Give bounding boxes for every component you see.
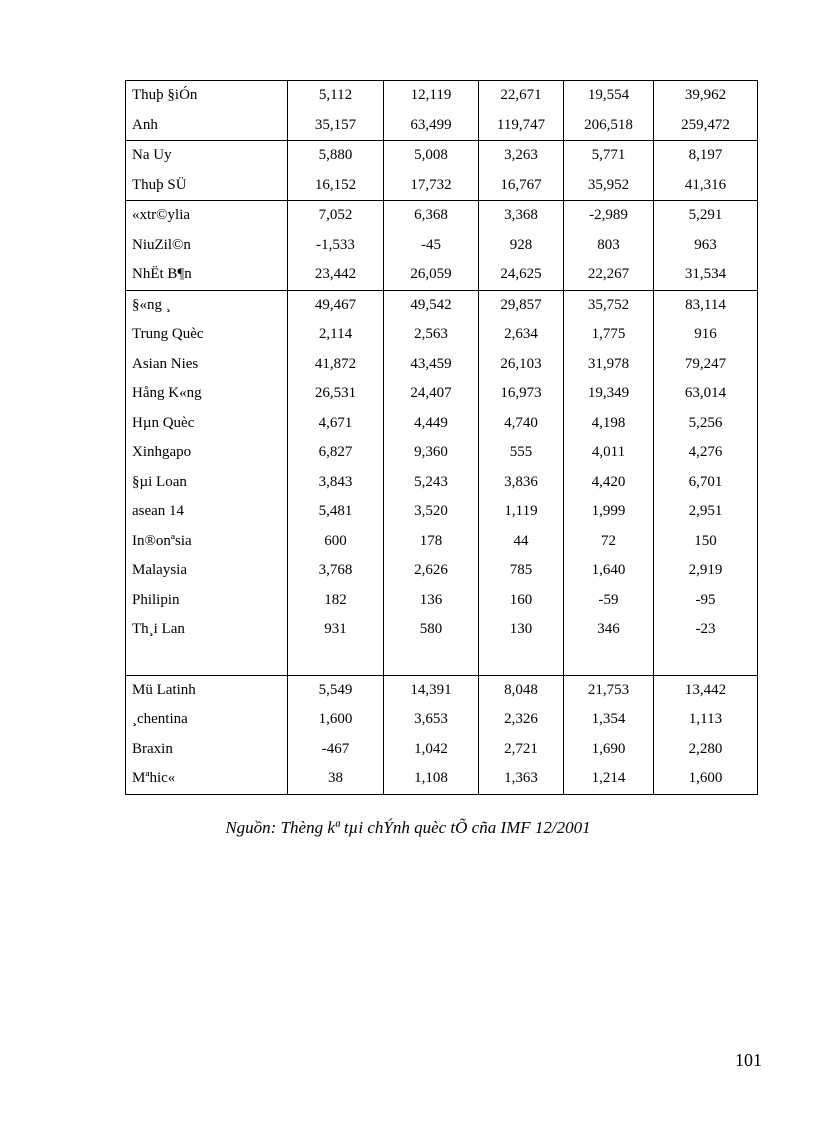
table-cell: 19,554	[564, 81, 654, 111]
table-cell: 26,103	[479, 350, 564, 380]
table-cell: -95	[654, 586, 758, 616]
row-label: ¸chentina	[126, 705, 288, 735]
empty-cell	[288, 645, 384, 676]
table-cell: 5,549	[288, 675, 384, 705]
table-cell: 1,363	[479, 764, 564, 794]
table-cell: 39,962	[654, 81, 758, 111]
table-row	[126, 615, 758, 645]
table-row	[126, 705, 758, 735]
table-cell: 6,827	[288, 438, 384, 468]
table-cell: 931	[288, 615, 384, 645]
table-cell: 41,316	[654, 171, 758, 201]
table-row	[126, 764, 758, 794]
row-label: Philipin	[126, 586, 288, 616]
table-row	[126, 468, 758, 498]
table-cell: 22,671	[479, 81, 564, 111]
table-cell: 160	[479, 586, 564, 616]
table-cell: 13,442	[654, 675, 758, 705]
table-cell: 9,360	[384, 438, 479, 468]
table-cell: 16,767	[479, 171, 564, 201]
table-row	[126, 231, 758, 261]
table-row	[126, 201, 758, 231]
empty-cell	[479, 645, 564, 676]
table-cell: 963	[654, 231, 758, 261]
table-cell: 3,768	[288, 556, 384, 586]
table-cell: 555	[479, 438, 564, 468]
table-cell: 600	[288, 527, 384, 557]
table-cell: 26,531	[288, 379, 384, 409]
table-row	[126, 438, 758, 468]
empty-cell	[384, 645, 479, 676]
table-cell: 12,119	[384, 81, 479, 111]
table-cell: 29,857	[479, 290, 564, 320]
row-label: NhËt B¶n	[126, 260, 288, 290]
table-cell: 2,563	[384, 320, 479, 350]
row-label: Thuþ SÜ	[126, 171, 288, 201]
table-cell: -59	[564, 586, 654, 616]
table-cell: 1,354	[564, 705, 654, 735]
table-row	[126, 141, 758, 171]
table-cell: 35,157	[288, 111, 384, 141]
row-label: «xtr©ylia	[126, 201, 288, 231]
table-row	[126, 290, 758, 320]
table-cell: 8,197	[654, 141, 758, 171]
table-row	[126, 320, 758, 350]
row-label: Th¸i Lan	[126, 615, 288, 645]
table-row	[126, 260, 758, 290]
row-label: Hång K«ng	[126, 379, 288, 409]
table-cell: 785	[479, 556, 564, 586]
table-cell: 5,243	[384, 468, 479, 498]
table-cell: 206,518	[564, 111, 654, 141]
table-cell: 182	[288, 586, 384, 616]
row-label: asean 14	[126, 497, 288, 527]
table-row	[126, 81, 758, 111]
empty-cell	[564, 645, 654, 676]
table-row	[126, 171, 758, 201]
table-cell: 3,836	[479, 468, 564, 498]
empty-cell	[654, 645, 758, 676]
table-cell: 35,752	[564, 290, 654, 320]
row-label: Anh	[126, 111, 288, 141]
table-cell: 3,843	[288, 468, 384, 498]
table-cell: 7,052	[288, 201, 384, 231]
table-cell: 346	[564, 615, 654, 645]
table-cell: 4,420	[564, 468, 654, 498]
table-cell: 6,368	[384, 201, 479, 231]
table-cell: 2,114	[288, 320, 384, 350]
table-cell: 803	[564, 231, 654, 261]
table-cell: 5,008	[384, 141, 479, 171]
table-row	[126, 111, 758, 141]
table-cell: 16,973	[479, 379, 564, 409]
table-cell: 72	[564, 527, 654, 557]
table-cell: 16,152	[288, 171, 384, 201]
table-cell: 2,721	[479, 735, 564, 765]
table-row	[126, 409, 758, 439]
table-cell: 1,042	[384, 735, 479, 765]
table-cell: 130	[479, 615, 564, 645]
table-cell: 44	[479, 527, 564, 557]
table-row	[126, 379, 758, 409]
table-cell: 5,256	[654, 409, 758, 439]
table-cell: 31,534	[654, 260, 758, 290]
table-cell: 4,740	[479, 409, 564, 439]
row-label: Hµn Quèc	[126, 409, 288, 439]
table-cell: 26,059	[384, 260, 479, 290]
table-cell: 2,951	[654, 497, 758, 527]
table-cell: 22,267	[564, 260, 654, 290]
table-cell: 1,119	[479, 497, 564, 527]
row-label: §«ng ¸	[126, 290, 288, 320]
row-label: Mªhic«	[126, 764, 288, 794]
table-cell: 916	[654, 320, 758, 350]
table-cell: 178	[384, 527, 479, 557]
row-label: NiuZil©n	[126, 231, 288, 261]
table-cell: 1,600	[288, 705, 384, 735]
table-cell: -1,533	[288, 231, 384, 261]
table-cell: 5,771	[564, 141, 654, 171]
table-cell: 2,280	[654, 735, 758, 765]
row-label: Asian Nies	[126, 350, 288, 380]
table-cell: 79,247	[654, 350, 758, 380]
row-label: Xinhgapo	[126, 438, 288, 468]
table-cell: 1,999	[564, 497, 654, 527]
table-cell: 4,276	[654, 438, 758, 468]
data-table	[125, 80, 758, 795]
source-caption: Nguồn: Thèng kª tµi chÝnh quèc tÕ cña IMF 12/2001	[225, 818, 591, 837]
table-cell: 14,391	[384, 675, 479, 705]
table-cell: 6,701	[654, 468, 758, 498]
row-label: Thuþ §iÓn	[126, 81, 288, 111]
page-number: 101	[735, 1050, 762, 1070]
table-cell: 1,775	[564, 320, 654, 350]
table-cell: 43,459	[384, 350, 479, 380]
table-cell: 1,600	[654, 764, 758, 794]
table-cell: 2,634	[479, 320, 564, 350]
table-cell: 5,880	[288, 141, 384, 171]
table-cell: 17,732	[384, 171, 479, 201]
row-label: Trung Quèc	[126, 320, 288, 350]
table-cell: 23,442	[288, 260, 384, 290]
table-cell: 8,048	[479, 675, 564, 705]
table-cell: 150	[654, 527, 758, 557]
table-cell: 41,872	[288, 350, 384, 380]
table-row	[126, 497, 758, 527]
table-cell: 136	[384, 586, 479, 616]
table-cell: 24,407	[384, 379, 479, 409]
table-cell: 5,291	[654, 201, 758, 231]
table-cell: 1,113	[654, 705, 758, 735]
table-cell: 2,326	[479, 705, 564, 735]
row-label: Malaysia	[126, 556, 288, 586]
table-cell: 1,640	[564, 556, 654, 586]
table-row	[126, 350, 758, 380]
table-row	[126, 527, 758, 557]
table-cell: 3,368	[479, 201, 564, 231]
table-cell: 49,467	[288, 290, 384, 320]
table-cell: 5,112	[288, 81, 384, 111]
table-cell: 259,472	[654, 111, 758, 141]
table-cell: 5,481	[288, 497, 384, 527]
table-cell: 24,625	[479, 260, 564, 290]
row-label: Braxin	[126, 735, 288, 765]
table-cell: 63,014	[654, 379, 758, 409]
table-cell: 1,214	[564, 764, 654, 794]
table-cell: 19,349	[564, 379, 654, 409]
table-cell: 63,499	[384, 111, 479, 141]
empty-cell	[126, 645, 288, 676]
row-label: §µi Loan	[126, 468, 288, 498]
row-label: Mü Latinh	[126, 675, 288, 705]
row-label: In®onªsia	[126, 527, 288, 557]
table-cell: 3,520	[384, 497, 479, 527]
table-cell: 580	[384, 615, 479, 645]
table-cell: -23	[654, 615, 758, 645]
table-cell: 4,198	[564, 409, 654, 439]
table-cell: -2,989	[564, 201, 654, 231]
table-cell: 4,449	[384, 409, 479, 439]
table-cell: 928	[479, 231, 564, 261]
table-cell: 31,978	[564, 350, 654, 380]
table-cell: -45	[384, 231, 479, 261]
table-row	[126, 675, 758, 705]
table-cell: 83,114	[654, 290, 758, 320]
table-cell: 35,952	[564, 171, 654, 201]
table-row	[126, 586, 758, 616]
table-cell: 49,542	[384, 290, 479, 320]
table-row	[126, 735, 758, 765]
table-cell: 1,108	[384, 764, 479, 794]
table-cell: 38	[288, 764, 384, 794]
table-cell: 4,011	[564, 438, 654, 468]
table-cell: 4,671	[288, 409, 384, 439]
table-cell: 119,747	[479, 111, 564, 141]
table-cell: -467	[288, 735, 384, 765]
table-cell: 21,753	[564, 675, 654, 705]
spacer-row	[126, 645, 758, 676]
row-label: Na Uy	[126, 141, 288, 171]
table-cell: 1,690	[564, 735, 654, 765]
table-cell: 2,626	[384, 556, 479, 586]
table-row	[126, 556, 758, 586]
table-cell: 3,263	[479, 141, 564, 171]
table-cell: 3,653	[384, 705, 479, 735]
table-cell: 2,919	[654, 556, 758, 586]
